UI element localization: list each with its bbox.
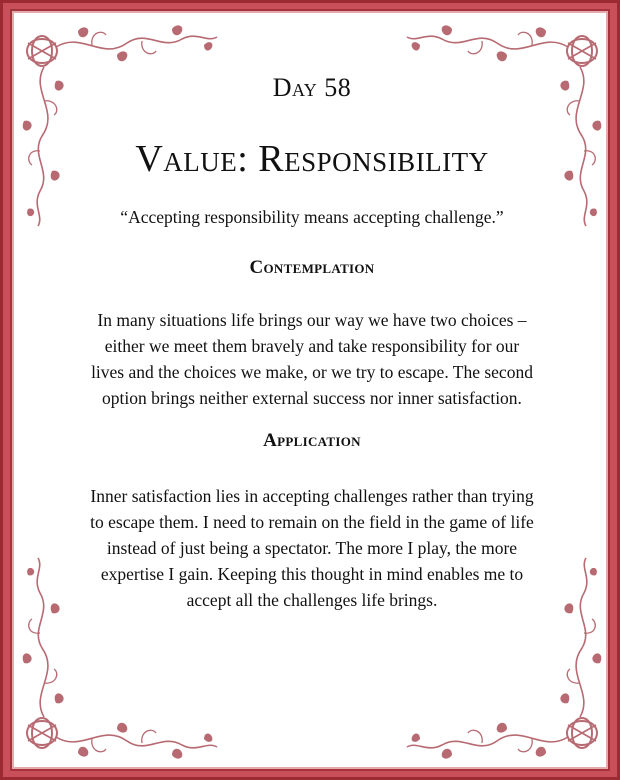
contemplation-line: either we meet them bravely and take responsibility for our xyxy=(104,336,520,356)
application-line: accept all the challenges life brings. xyxy=(186,590,438,610)
contemplation-line: In many situations life brings our way we have two choices – xyxy=(97,310,527,330)
application-line: to escape them. I need to remain on the field in the game of life xyxy=(90,512,534,532)
application-line: instead of just being a spectator. The more I play, the more xyxy=(106,538,518,558)
value-title: Value: Responsibility xyxy=(135,138,489,180)
day-label: Day 58 xyxy=(272,73,352,102)
application-line: expertise I gain. Keeping this thought in mind enables me to xyxy=(100,564,524,584)
page-content xyxy=(14,13,610,771)
contemplation-line: option brings neither external success nor inner satisfaction. xyxy=(102,388,522,408)
contemplation-heading: Contemplation xyxy=(249,257,375,278)
application-paragraph xyxy=(54,483,570,613)
contemplation-line: lives and the choices we make, or we try to escape. The second xyxy=(91,362,533,382)
application-line: Inner satisfaction lies in accepting challenges rather than trying xyxy=(90,486,534,506)
application-heading: Application xyxy=(263,430,361,451)
quote: “Accepting responsibility means accepting challenge.” xyxy=(120,207,504,227)
contemplation-paragraph xyxy=(54,307,570,411)
inner-panel xyxy=(12,11,608,769)
